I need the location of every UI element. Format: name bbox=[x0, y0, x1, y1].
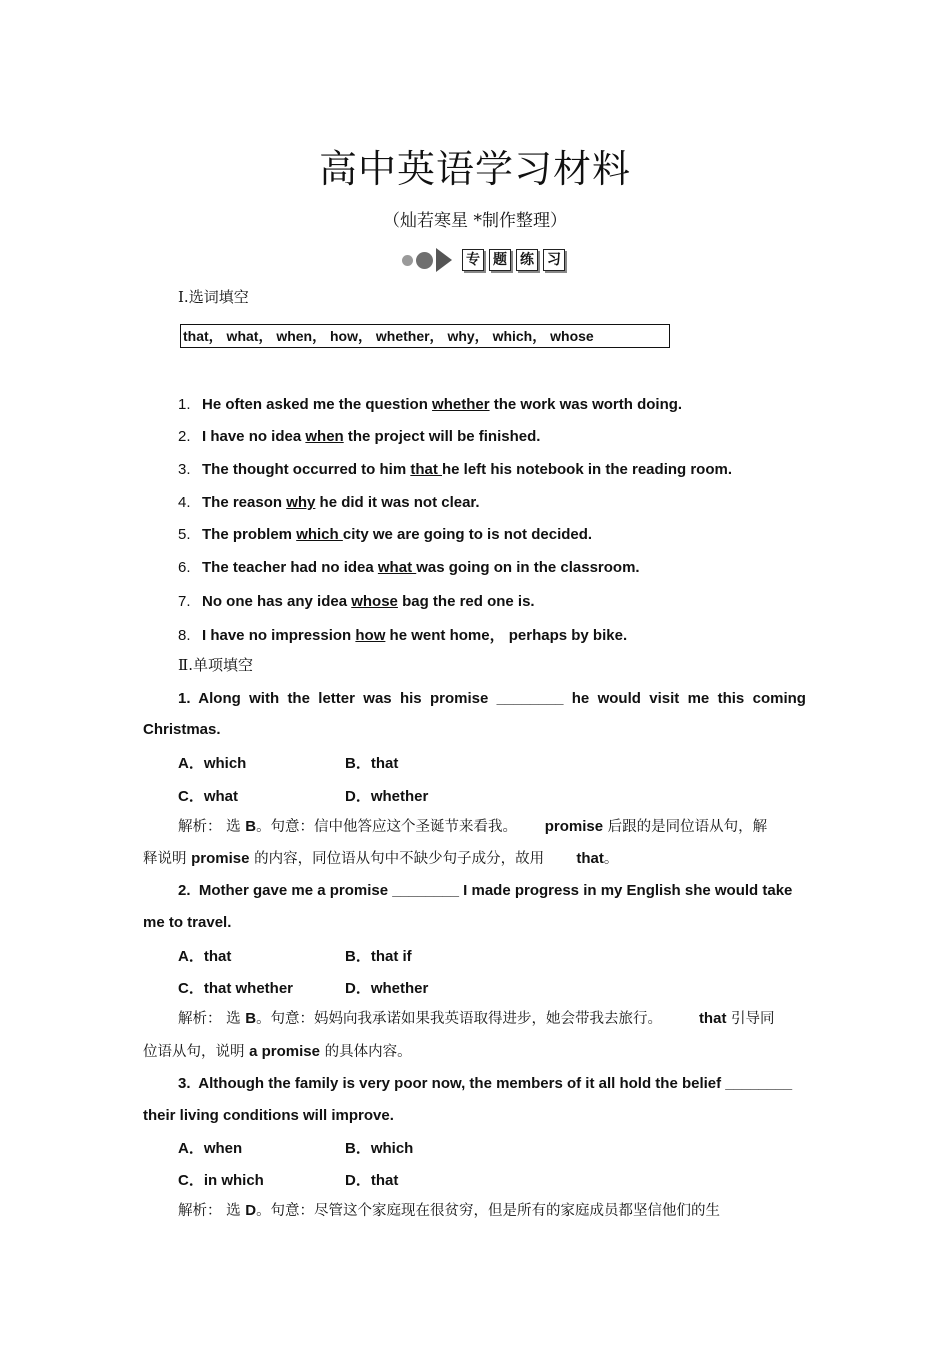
item-number: 4. bbox=[178, 494, 191, 511]
item-number: 2. bbox=[178, 428, 191, 445]
option-b: B．which bbox=[345, 1140, 414, 1157]
arrow-right-icon bbox=[436, 248, 452, 272]
explanation: 解析： 选 B。句意：妈妈向我承诺如果我英语取得进步，她会带我去旅行。 that 引导同 bbox=[178, 1010, 775, 1027]
item-number: 6. bbox=[178, 559, 191, 576]
question-text: Christmas. bbox=[143, 721, 221, 738]
item-text: he left his notebook in the reading room. bbox=[442, 461, 733, 478]
word-bank-text: that， what， when， how， whether， why， which， whose bbox=[183, 328, 594, 344]
item-text: The reason bbox=[202, 494, 287, 511]
large-dot-icon bbox=[416, 252, 433, 269]
question-text: me to travel. bbox=[143, 914, 232, 931]
option-c: C．that whether bbox=[178, 980, 294, 997]
item-text: bag the red one is. bbox=[397, 593, 535, 610]
item-text: he went home， perhaps by bike. bbox=[385, 627, 628, 644]
question-text: their living conditions will improve. bbox=[143, 1107, 394, 1124]
item-text: I have no idea bbox=[202, 428, 306, 445]
option-d: D．whether bbox=[345, 980, 429, 997]
list-item bbox=[178, 396, 682, 413]
item-answer: why bbox=[286, 494, 316, 511]
item-answer: which bbox=[296, 526, 343, 543]
item-text: the work was worth doing. bbox=[489, 396, 683, 413]
item-number: 5. bbox=[178, 526, 191, 543]
item-number: 1. bbox=[178, 396, 191, 413]
explanation: 解析： 选 D。句意：尽管这个家庭现在很贫穷，但是所有的家庭成员都坚信他们的生 bbox=[178, 1202, 721, 1219]
explanation: 解析： 选 B。句意：信中他答应这个圣诞节来看我。 promise 后跟的是同位语从句，解 bbox=[178, 818, 768, 835]
section1-heading: Ⅰ.选词填空 bbox=[178, 288, 249, 306]
item-number: 3. bbox=[178, 461, 191, 478]
item-text: He often asked me the question bbox=[202, 396, 433, 413]
item-number: 7. bbox=[178, 593, 191, 610]
banner-char: 专 bbox=[462, 249, 484, 271]
option-b: B．that bbox=[345, 755, 399, 772]
item-answer: that bbox=[410, 461, 442, 478]
section2-heading: Ⅱ.单项填空 bbox=[178, 656, 253, 674]
banner-char: 题 bbox=[489, 249, 511, 271]
question-text: 1. Along with the letter was his promise ________ he would visit me this coming bbox=[178, 690, 806, 707]
item-text: I have no impression bbox=[202, 627, 356, 644]
item-text: The teacher had no idea bbox=[202, 559, 378, 576]
option-d: D．whether bbox=[345, 788, 429, 805]
item-text: The thought occurred to him bbox=[202, 461, 411, 478]
list-item bbox=[178, 428, 540, 445]
item-answer: whether bbox=[432, 396, 490, 413]
option-d: D．that bbox=[345, 1172, 399, 1189]
item-text: the project will be finished. bbox=[343, 428, 541, 445]
item-text: was going on in the classroom. bbox=[416, 559, 640, 576]
list-item bbox=[178, 461, 732, 478]
question-text: 2. Mother gave me a promise ________ I made progress in my English she would take bbox=[178, 882, 793, 899]
banner-char: 练 bbox=[516, 249, 538, 271]
list-item bbox=[178, 494, 480, 511]
small-dot-icon bbox=[402, 255, 413, 266]
item-answer: whose bbox=[351, 593, 398, 610]
item-number: 8. bbox=[178, 627, 191, 644]
option-a: A．that bbox=[178, 948, 232, 965]
option-c: C．in which bbox=[178, 1172, 264, 1189]
list-item bbox=[178, 526, 592, 543]
item-text: The problem bbox=[202, 526, 297, 543]
page-subtitle: （灿若寒星 *制作整理） bbox=[383, 211, 567, 231]
item-text: No one has any idea bbox=[202, 593, 352, 610]
explanation: 位语从句，说明 a promise 的具体内容。 bbox=[143, 1043, 412, 1060]
item-text: he did it was not clear. bbox=[315, 494, 480, 511]
item-answer: how bbox=[355, 627, 386, 644]
option-a: A．when bbox=[178, 1140, 243, 1157]
banner-char: 习 bbox=[543, 249, 565, 271]
list-item bbox=[178, 559, 640, 576]
list-item bbox=[178, 593, 535, 610]
item-answer: when bbox=[305, 428, 344, 445]
option-c: C．what bbox=[178, 788, 239, 805]
word-bank-box bbox=[180, 324, 670, 348]
question-text: 3. Although the family is very poor now, the members of it all hold the belief ________ bbox=[178, 1075, 793, 1092]
option-a: A．which bbox=[178, 755, 247, 772]
item-answer: what bbox=[377, 559, 417, 576]
section-banner bbox=[402, 246, 570, 274]
explanation: 释说明 promise 的内容，同位语从句中不缺少句子成分，故用 that。 bbox=[143, 850, 619, 867]
item-text: city we are going to is not decided. bbox=[342, 526, 593, 543]
option-b: B．that if bbox=[345, 948, 412, 965]
page-title: 高中英语学习材料 bbox=[318, 147, 631, 191]
list-item bbox=[178, 624, 627, 645]
